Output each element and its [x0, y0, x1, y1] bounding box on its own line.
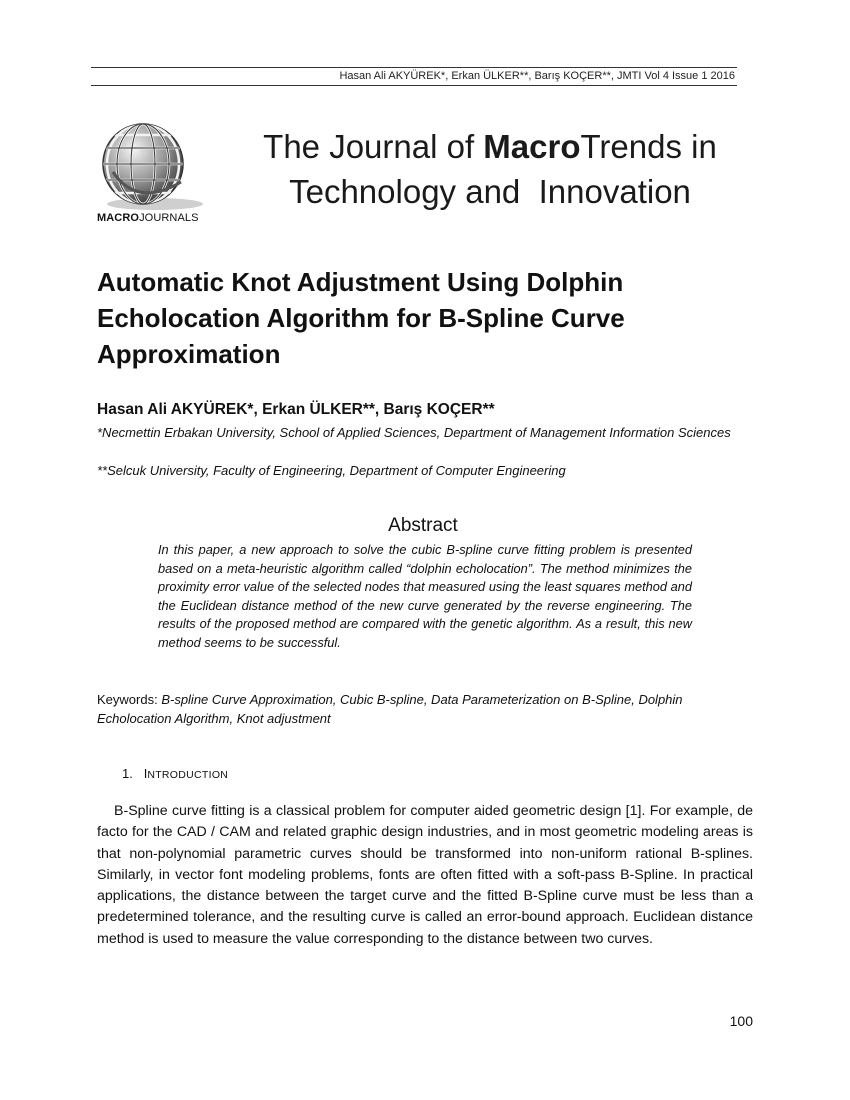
section-title-initial: I: [143, 766, 148, 781]
authors: Hasan Ali AKYÜREK*, Erkan ÜLKER**, Barış KOÇER**: [97, 401, 495, 418]
header-rule-top: [91, 67, 737, 68]
logo-text-bold: MACRO: [97, 212, 140, 224]
publisher-logo-text: [97, 212, 199, 224]
journal-title: [230, 124, 750, 214]
journal-title-suffix: Trends in: [580, 128, 717, 165]
abstract-body: In this paper, a new approach to solve the cubic B-spline curve fitting problem is presented based on a meta-heuristic algorithm called “dolphin echolocation”. The method minimizes the proximity error value of the selected nodes that measured using the least squares method and the Euclidean distance method of the new curve generated by the reverse engineering. The results of the proposed method are compared with the genetic algorithm. As a result, this new method seems to be successful.: [158, 542, 692, 650]
affiliation-1: *Necmettin Erbakan University, School of Applied Sciences, Department of Management Information Sciences: [97, 425, 731, 440]
header-rule-bottom: [91, 85, 737, 86]
keywords-label: Keywords:: [97, 692, 162, 707]
journal-title-bold: Macro: [483, 128, 581, 165]
section-number: 1.: [122, 766, 133, 781]
journal-title-line2: Technology and Innovation: [289, 173, 691, 210]
intro-paragraph: [97, 801, 753, 950]
page-number: 100: [729, 1013, 753, 1029]
journal-title-prefix: The Journal of: [263, 128, 484, 165]
section-heading: [122, 766, 228, 781]
globe-icon: [97, 120, 209, 212]
section-title-rest: NTRODUCTION: [147, 769, 229, 781]
logo-text-regular: JOURNALS: [139, 212, 199, 224]
running-header: Hasan Ali AKYÜREK*, Erkan ÜLKER**, Barış KOÇER**, JMTI Vol 4 Issue 1 2016: [339, 70, 735, 82]
abstract-heading: Abstract: [388, 515, 458, 536]
keywords: [97, 690, 753, 728]
affiliation-2: **Selcuk University, Faculty of Engineering, Department of Computer Engineering: [97, 463, 566, 478]
intro-paragraph-text: B-Spline curve fitting is a classical problem for computer aided geometric design [1]. For example, de facto for the CAD / CAM and related graphic design industries, and in most geometric modeling areas is that non-polynomial parametric curves should be transformed into non-uniform rational B-splines. Similarly, in vector font modeling problems, fonts are often fitted with a soft-pass B-Spline. In practical applications, the distance between the target curve and the fitted B-Spline curve must be less than a predetermined tolerance, and the resulting curve is called an error-bound approach. Euclidean distance method is used to measure the value corresponding to the distance between two curves.: [97, 803, 753, 947]
paper-title: Automatic Knot Adjustment Using Dolphin Echolocation Algorithm for B-Spline Curve Approximation: [97, 267, 625, 369]
keywords-values: B-spline Curve Approximation, Cubic B-spline, Data Parameterization on B-Spline, Dolphin Echolocation Algorithm, Knot adjustment: [97, 692, 683, 726]
